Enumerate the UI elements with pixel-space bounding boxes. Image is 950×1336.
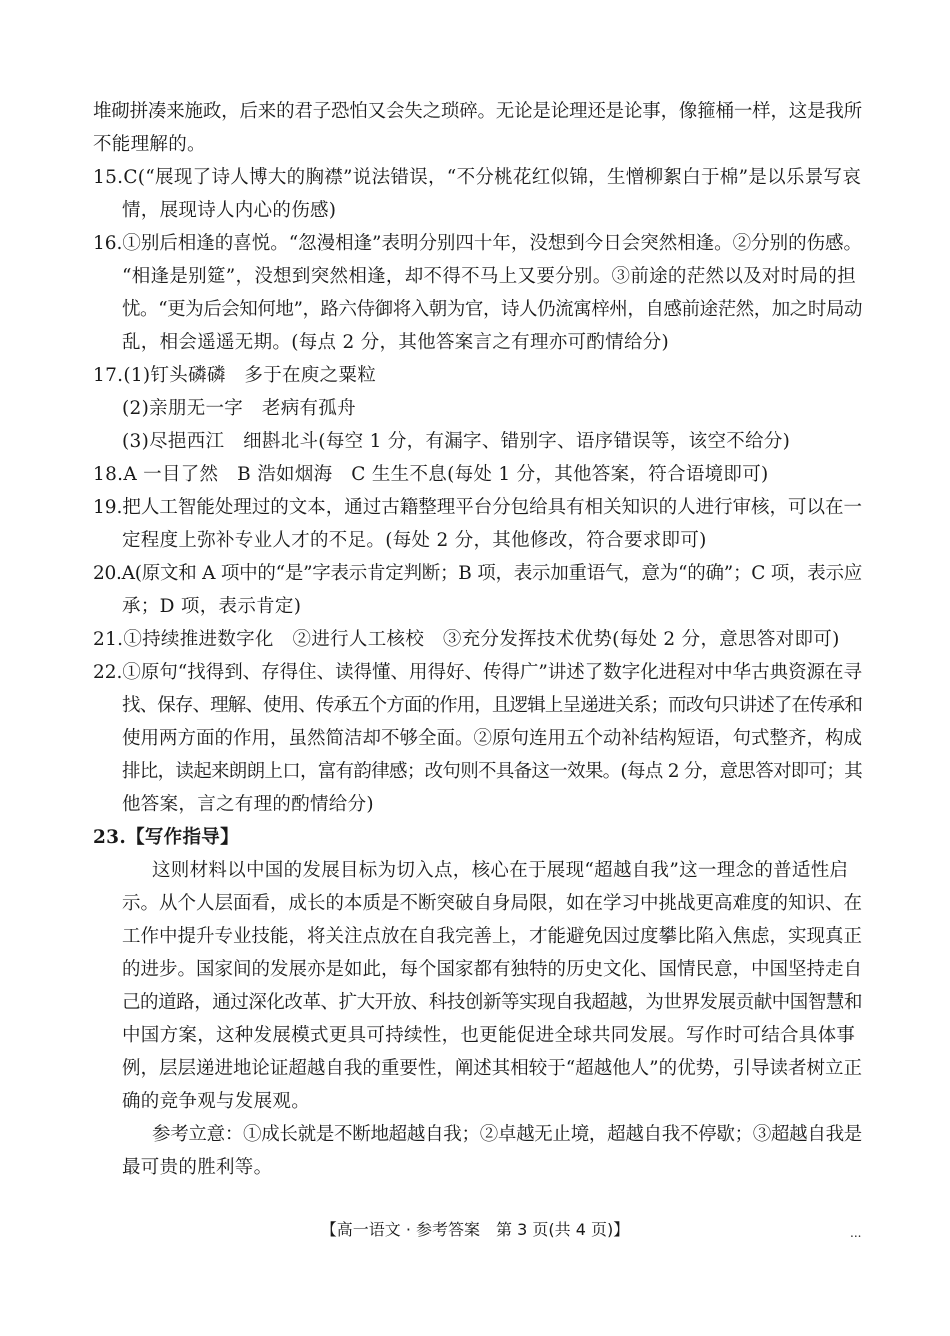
text-line: 忧。“更为后会知何地”，路六侍御将入朝为官，诗人仍流寓梓州，自感前途茫然，加之时局动: [122, 299, 862, 320]
text-line: 使用两方面的作用，虽然简洁却不够全面。②原句连用五个动补结构短语，句式整齐，构成: [122, 728, 862, 749]
text-line: 定程度上弥补专业人才的不足。(每处 2 分，其他修改，符合要求即可): [122, 530, 707, 551]
text-line: 确的竞争观与发展观。: [122, 1091, 311, 1112]
text-line: 不能理解的。: [93, 134, 206, 155]
text-line: (2)亲朋无一字 老病有孤舟: [122, 398, 356, 419]
answer-text-body: [0, 95, 950, 1184]
text-line: 排比，读起来朗朗上口，富有韵律感；改句则不具备这一效果。(每点 2 分，意思答对即可；其: [122, 761, 862, 782]
text-line: 中国方案，这种发展模式更具可持续性，也更能促进全球共同发展。写作时可结合具体事: [122, 1025, 856, 1046]
text-line: 16.①别后相逢的喜悦。“忽漫相逢”表明分别四十年，没想到今日会突然相逢。②分别的伤感。: [93, 233, 862, 254]
text-line: 找、保存、理解、使用、传承五个方面的作用，且逻辑上呈递进关系；而改句只讲述了在传承和: [122, 695, 862, 716]
text-line: 18.A 一目了然 B 浩如烟海 C 生生不息(每处 1 分，其他答案，符合语境即可): [93, 464, 769, 485]
text-line: 乱，相会遥遥无期。(每点 2 分，其他答案言之有理亦可酌情给分): [122, 332, 670, 353]
text-line: 最可贵的胜利等。: [122, 1157, 273, 1178]
text-line: 20.A(原文和 A 项中的“是”字表示肯定判断；B 项，表示加重语气，意为“的确”；C 项，表示应: [93, 563, 862, 584]
text-line: 示。从个人层面看，成长的本质是不断突破自身局限，如在学习中挑战更高难度的知识、在: [122, 893, 862, 914]
text-line: 15.C(“展现了诗人博大的胸襟”说法错误，“不分桃花红似锦，生憎柳絮白于棉”是以乐景写哀: [93, 167, 862, 188]
text-line: 己的道路，通过深化改革、扩大开放、科技创新等实现自我超越，为世界发展贡献中国智慧和: [122, 992, 862, 1013]
text-line: 工作中提升专业技能，将关注点放在自我完善上，才能避免因过度攀比陷入焦虑，实现真正: [122, 926, 862, 947]
text-line: 19.把人工智能处理过的文本，通过古籍整理平台分包给具有相关知识的人进行审核，可以在一: [93, 497, 862, 518]
text-line: 22.①原句“找得到、存得住、读得懂、用得好、传得广”讲述了数字化进程对中华古典资源在寻: [93, 662, 862, 683]
text-line: 堆砌拼凑来施政，后来的君子恐怕又会失之琐碎。无论是论理还是论事，像箍桶一样，这是我所: [93, 101, 862, 122]
text-line: 这则材料以中国的发展目标为切入点，核心在于展现“超越自我”这一理念的普适性启: [152, 860, 849, 881]
text-line: 的进步。国家间的发展亦是如此，每个国家都有独特的历史文化、国情民意，中国坚持走自: [122, 959, 862, 980]
text-line: 参考立意：①成长就是不断地超越自我；②卓越无止境，超越自我不停歇；③超越自我是: [152, 1124, 863, 1145]
corner-mark: ...: [850, 1226, 862, 1240]
text-line: “相逢是别筵”，没想到突然相逢，却不得不马上又要分别。③前途的茫然以及对时局的担: [122, 266, 856, 287]
text-line: 承；D 项，表示肯定): [122, 596, 302, 617]
text-line: 例，层层递进地论证超越自我的重要性，阐述其相较于“超越他人”的优势，引导读者树立正: [122, 1058, 863, 1079]
text-line: 情，展现诗人内心的伤感): [122, 200, 337, 221]
text-line: 17.(1)钉头磷磷 多于在庾之粟粒: [93, 365, 377, 386]
text-line: 21.①持续推进数字化 ②进行人工核校 ③充分发挥技术优势(每处 2 分，意思答对即可): [93, 629, 840, 650]
text-line: 他答案，言之有理的酌情给分): [122, 794, 374, 815]
page-footer: 【高一语文 · 参考答案 第 3 页(共 4 页)】: [320, 1220, 630, 1239]
text-line: (3)尽挹西江 细斟北斗(每空 1 分，有漏字、错别字、语序错误等，该空不给分): [122, 431, 791, 452]
text-line: 23.【写作指导】: [93, 827, 239, 848]
